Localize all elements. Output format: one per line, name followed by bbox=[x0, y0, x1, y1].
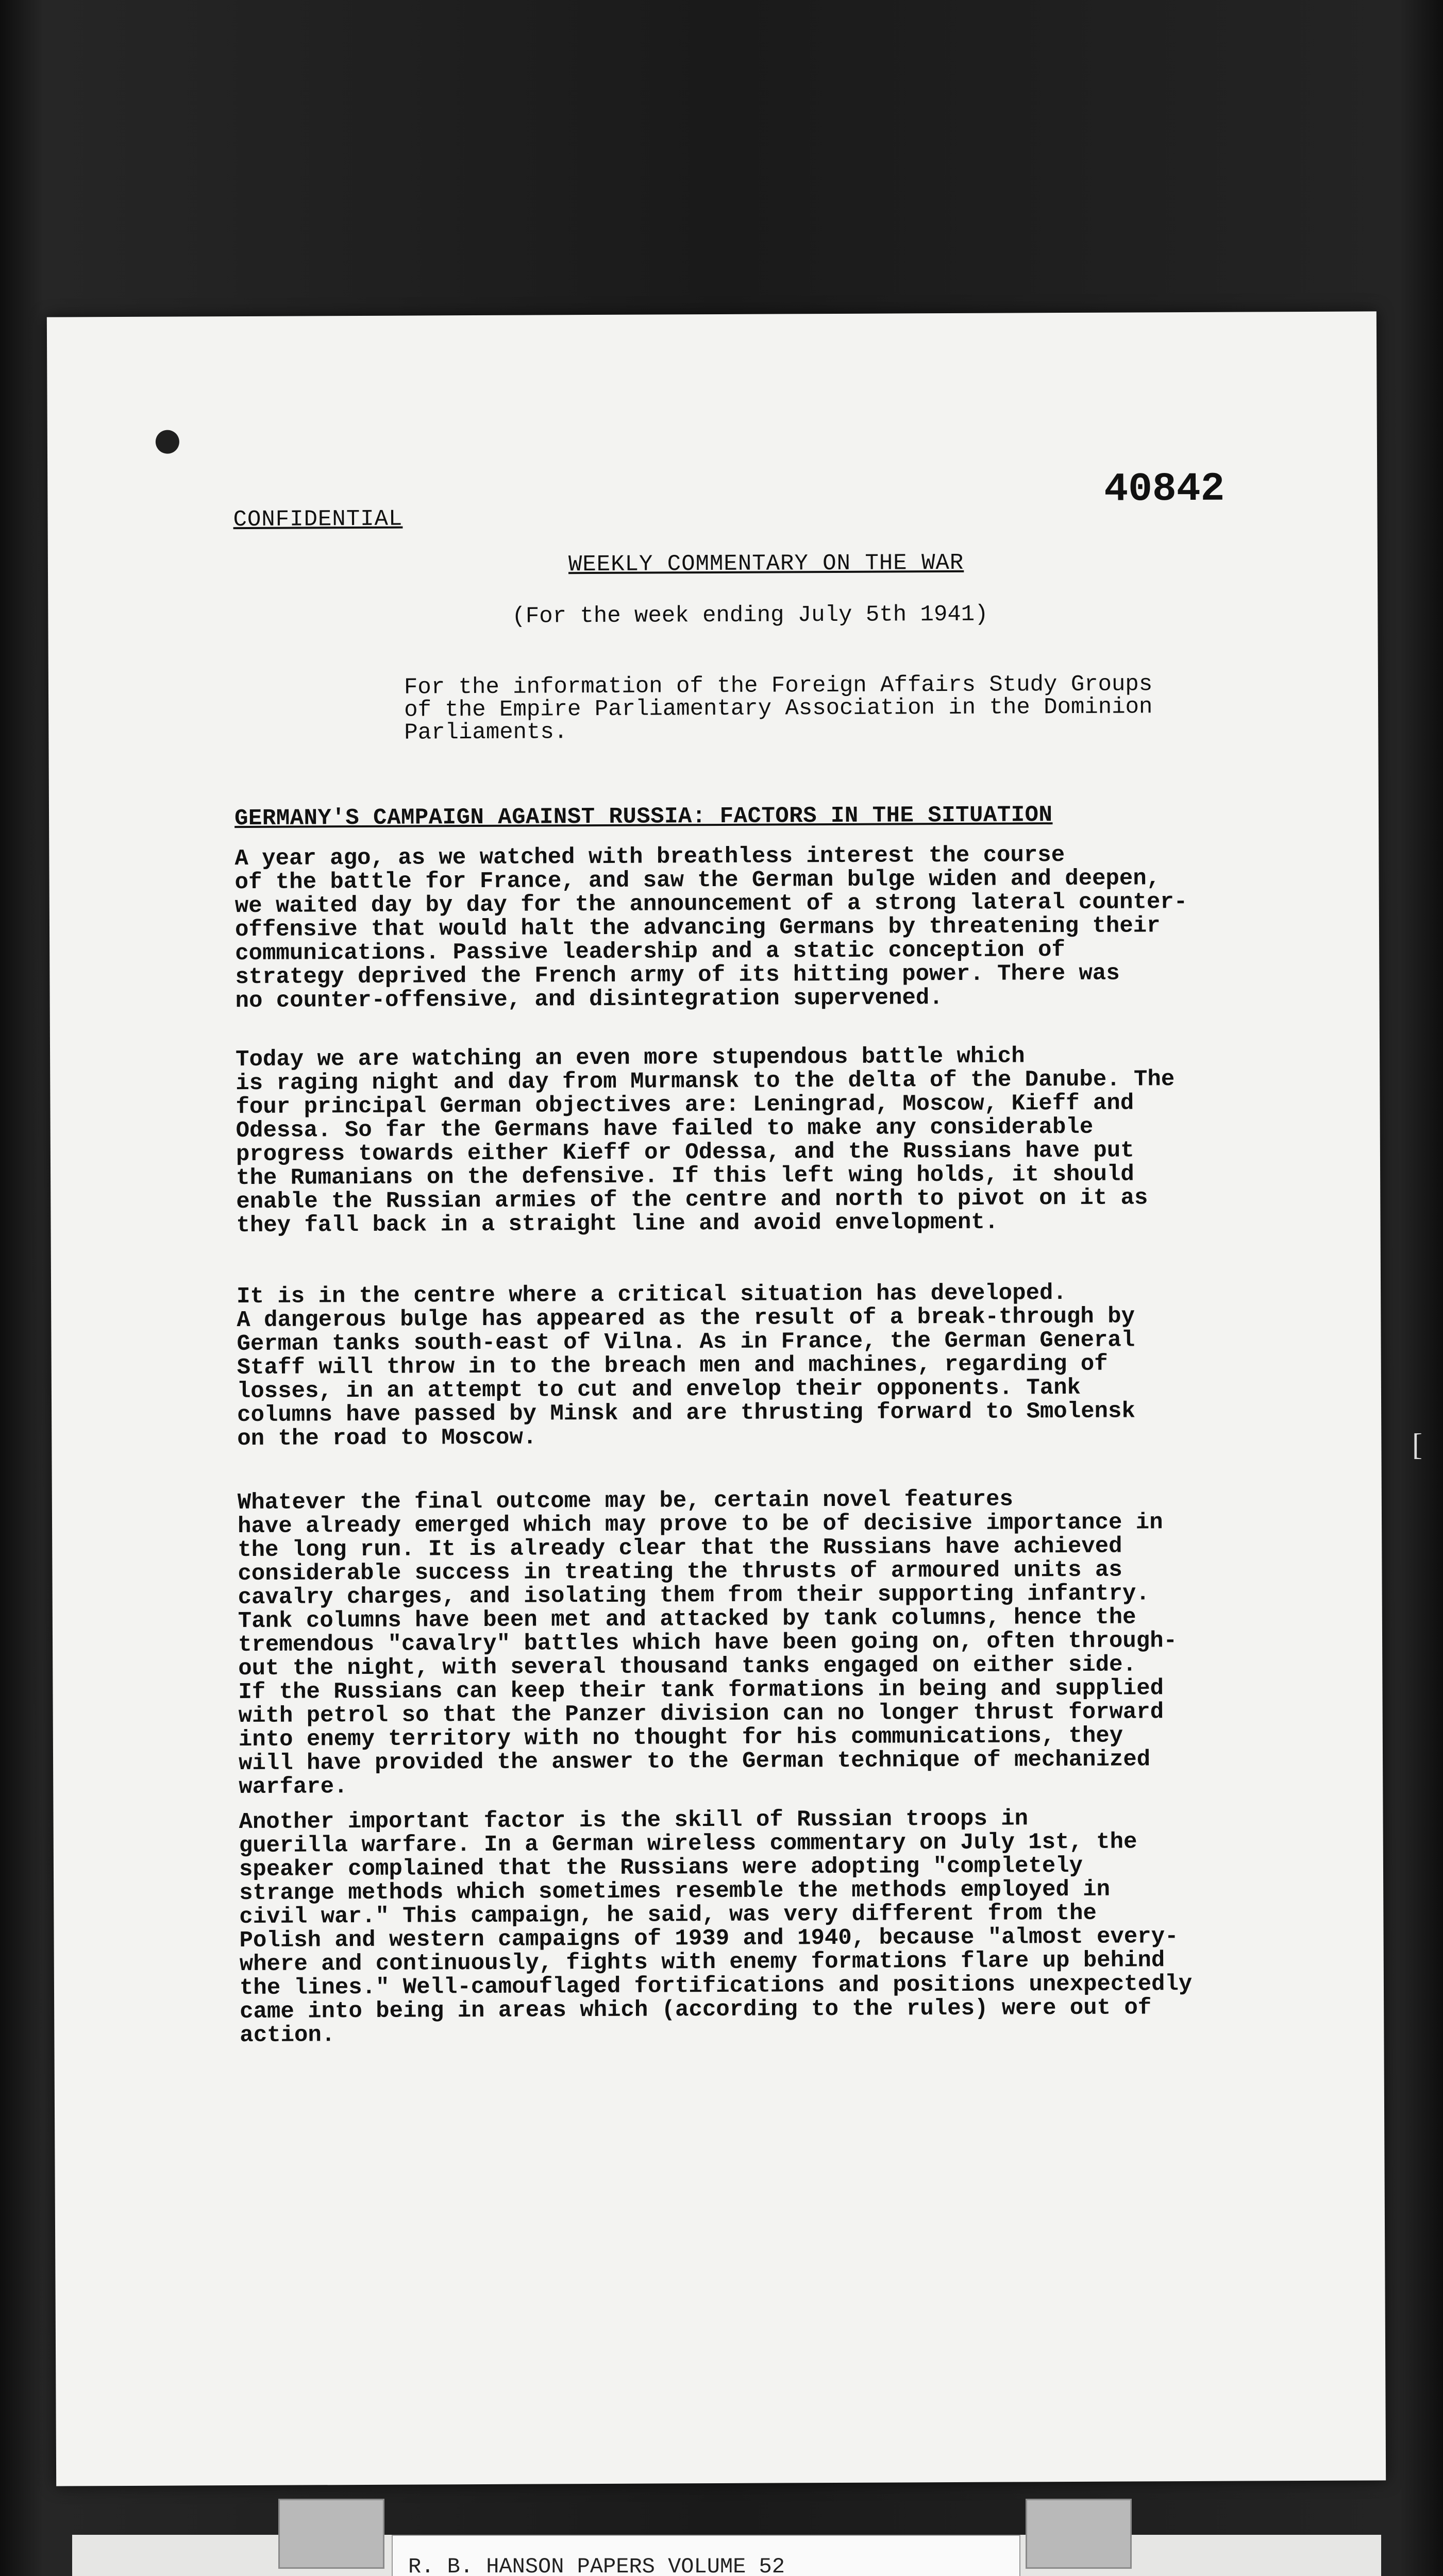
classification-label: CONFIDENTIAL bbox=[233, 506, 403, 533]
punch-hole bbox=[156, 430, 179, 454]
document-subtitle: (For the week ending July 5th 1941) bbox=[512, 601, 988, 630]
paragraph: Another important factor is the skill of Russian troops in guerilla warfare. In a German wireless commentary on July 1st, the speaker complained that the Russians were adopting "completely strange methods which sometimes resemble the methods employed in civil war." This campaign, he said, was very different from the Polish and western campaigns of 1939 and 1940, because "almost every- where and continuously, fights with enemy formations flare up behind the lines." Well-camouflaged fortifications and positions unexpectedly came into being in areas which (according to the rules) were out of action. bbox=[239, 1806, 1193, 2049]
clip-tab-left bbox=[278, 2499, 384, 2569]
paragraph: A year ago, as we watched with breathless interest the course of the battle for France, and saw the German bulge widen and deepen, we waited day by day for the announcement of a strong lateral counter- offensive that would halt the advancing Germans by threatening their communications. Passive leadership and a static conception of strategy deprived the French army of its hitting power. There was no counter-offensive, and disintegration supervened. bbox=[234, 842, 1188, 1014]
intro-note: For the information of the Foreign Affairs Study Groups of the Empire Parliamentary Association in the Dominion Parliaments. bbox=[404, 671, 1153, 746]
paragraph: Whatever the final outcome may be, certain novel features have already emerged which may prove to be of decisive importance in the long run. It is already clear that the Russians have achieved considerable success in treating the thrusts of armoured units as cavalry charges, and isolating them from their supporting infantry. Tank columns have been met and attacked by tank columns, hence the tremendous "cavalry" battles which have been going on, often through- out the night, with several thousand tanks engaged on either side. If the Russians can keep their tank formations in being and supplied with petrol so that the Panzer division can no longer thrust forward into enemy territory with no thought for his communications, they will have provided the answer to the German technique of mechanized warfare. bbox=[237, 1486, 1178, 1801]
clip-tab-right bbox=[1026, 2499, 1132, 2569]
section-heading: GERMANY'S CAMPAIGN AGAINST RUSSIA: FACTORS IN THE SITUATION bbox=[234, 802, 1053, 832]
document-number: 40842 bbox=[1104, 466, 1225, 513]
document-title: WEEKLY COMMENTARY ON THE WAR bbox=[568, 550, 964, 578]
volume-label: R. B. HANSON PAPERS VOLUME 52 bbox=[392, 2535, 1020, 2576]
paragraph: Today we are watching an even more stupendous battle which is raging night and day from Murmansk to the delta of the Danube. The four principal German objectives are: Leningrad, Moscow, Kieff and Odessa. So far the Germans have failed to make any considerable progress towards either Kieff or Odessa, and the Russians have put the Rumanians on the defensive. If this left wing holds, it should enable the Russian armies of the centre and north to pivot on it as they fall back in a straight line and avoid envelopment. bbox=[236, 1043, 1175, 1239]
document-sheet bbox=[47, 311, 1386, 2486]
paragraph: It is in the centre where a critical situation has developed. A dangerous bulge has appeared as the result of a break-through by German tanks south-east of Vilna. As in France, the German General Staff will throw in to the breach men and machines, regarding of losses, in an attempt to cut and envelop their opponents. Tank columns have passed by Minsk and are thrusting forward to Smolensk on the road to Moscow. bbox=[237, 1280, 1135, 1452]
margin-mark: [ bbox=[1412, 1428, 1422, 1462]
